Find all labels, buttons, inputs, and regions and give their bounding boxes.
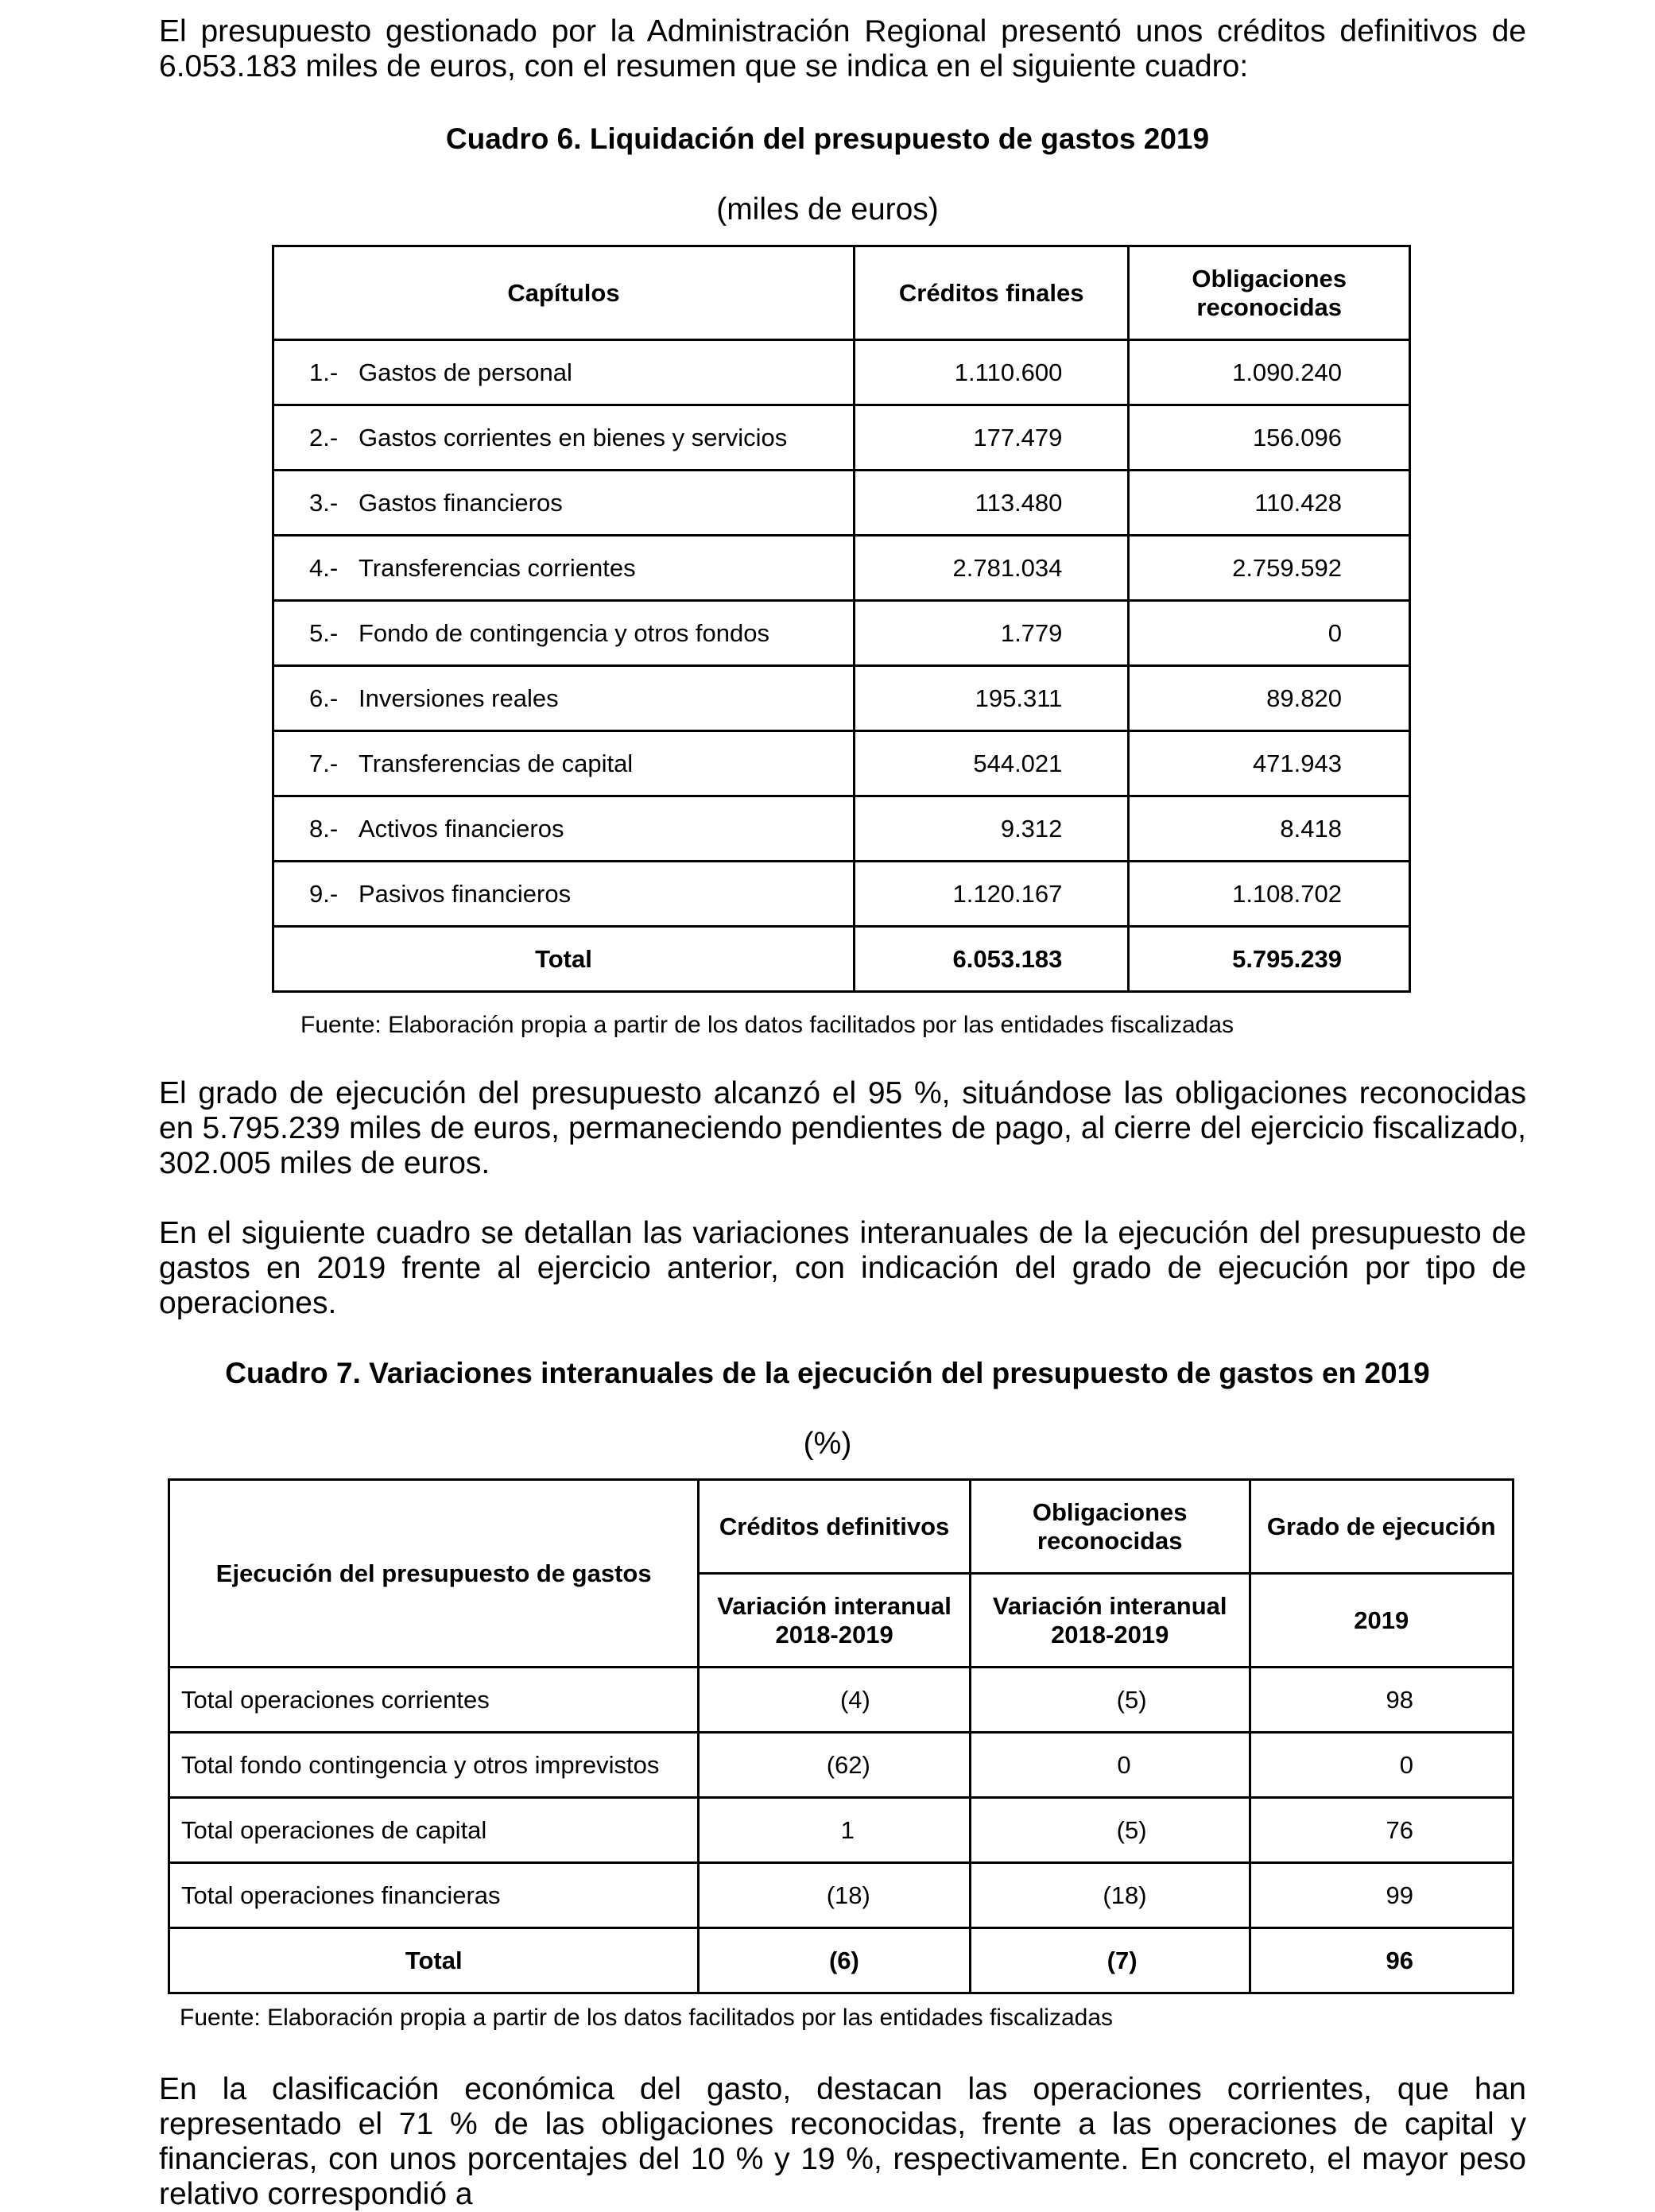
row-number: 9.- xyxy=(309,879,339,908)
table-row xyxy=(169,1798,1514,1863)
row-obligaciones: 2.759.592 xyxy=(1129,536,1410,601)
row-label xyxy=(273,796,855,862)
classification-paragraph: En la clasificación económica del gasto, destacan las operaciones corrientes, que han representado el 71 % de las obligaciones reconocidas, frente a las operaciones de capital y financieras, con unos porcentajes del 10 % y 19 %, respectivamente. En concreto, el mayor peso relativo correspondió a xyxy=(159,2072,1526,2211)
row-label: Total operaciones corrientes xyxy=(169,1668,699,1733)
table-row xyxy=(169,1668,1514,1733)
total-label: Total xyxy=(273,927,855,992)
total-obligaciones: 5.795.239 xyxy=(1129,927,1410,992)
row-label xyxy=(273,471,855,536)
variations-intro-paragraph: En el siguiente cuadro se detallan las variaciones interanuales de la ejecución del presupuesto de gastos en 2019 frente al ejercicio anterior, con indicación del grado de ejecución por tipo de operaciones. xyxy=(159,1216,1526,1320)
row-label: Total operaciones financieras xyxy=(169,1863,699,1928)
execution-paragraph: El grado de ejecución del presupuesto alcanzó el 95 %, situándose las obligaciones reconocidas en 5.795.239 miles de euros, permaneciendo pendientes de pago, al cierre del ejercicio fiscalizado, 302.005 miles de euros. xyxy=(159,1076,1526,1180)
header-year: 2019 xyxy=(1250,1574,1513,1668)
header-grado-ejecucion: Grado de ejecución xyxy=(1250,1480,1513,1574)
row-name: Gastos financieros xyxy=(359,488,563,517)
row-number: 4.- xyxy=(309,553,339,582)
table-row xyxy=(169,1733,1514,1798)
row-obligaciones: 1.108.702 xyxy=(1129,862,1410,927)
row-creditos: 1.120.167 xyxy=(854,862,1128,927)
row-obligaciones: 0 xyxy=(970,1733,1250,1798)
row-creditos: (62) xyxy=(699,1733,970,1798)
row-label xyxy=(273,340,855,405)
cuadro6-units: (miles de euros) xyxy=(716,192,939,227)
row-label xyxy=(273,601,855,666)
header-obligaciones: Obligaciones reconocidas xyxy=(970,1480,1250,1574)
table-row xyxy=(273,536,1410,601)
total-creditos: 6.053.183 xyxy=(854,927,1128,992)
row-name: Pasivos financieros xyxy=(359,879,572,908)
row-number: 5.- xyxy=(309,618,339,647)
header-obligaciones: Obligaciones reconocidas xyxy=(1129,246,1410,340)
table-header-row xyxy=(273,246,1410,340)
row-name: Transferencias corrientes xyxy=(359,553,636,582)
row-obligaciones: 0 xyxy=(1129,601,1410,666)
row-obligaciones: 89.820 xyxy=(1129,666,1410,731)
row-label xyxy=(273,405,855,471)
row-name: Fondo de contingencia y otros fondos xyxy=(359,618,770,647)
row-label xyxy=(273,666,855,731)
row-obligaciones: 156.096 xyxy=(1129,405,1410,471)
row-obligaciones: 110.428 xyxy=(1129,471,1410,536)
intro-paragraph: El presupuesto gestionado por la Administración Regional presentó unos créditos definitivos de 6.053.183 miles de euros, con el resumen que se indica en el siguiente cuadro: xyxy=(159,14,1526,83)
total-label: Total xyxy=(169,1928,699,1993)
row-grado: 76 xyxy=(1250,1798,1513,1863)
row-name: Activos financieros xyxy=(359,814,564,843)
cuadro6-title: Cuadro 6. Liquidación del presupuesto de gastos 2019 xyxy=(445,122,1210,155)
row-creditos: 1.779 xyxy=(854,601,1128,666)
table-header-row xyxy=(169,1480,1514,1574)
row-number: 7.- xyxy=(309,749,339,777)
row-obligaciones: (5) xyxy=(970,1798,1250,1863)
row-name: Gastos corrientes en bienes y servicios xyxy=(359,423,788,451)
row-creditos: 1.110.600 xyxy=(854,340,1128,405)
row-creditos: 2.781.034 xyxy=(854,536,1128,601)
cuadro6-source: Fuente: Elaboración propia a partir de los datos facilitados por las entidades fiscalizadas xyxy=(300,1012,1234,1038)
cuadro7-title: Cuadro 7. Variaciones interanuales de la ejecución del presupuesto de gastos en 2019 xyxy=(225,1357,1430,1389)
row-number: 1.- xyxy=(309,358,339,386)
row-creditos: 113.480 xyxy=(854,471,1128,536)
row-grado: 98 xyxy=(1250,1668,1513,1733)
row-name: Gastos de personal xyxy=(359,358,572,386)
row-number: 6.- xyxy=(309,684,339,712)
row-creditos: (4) xyxy=(699,1668,970,1733)
header-creditos-finales: Créditos finales xyxy=(854,246,1128,340)
row-label xyxy=(273,731,855,796)
table-row xyxy=(273,471,1410,536)
row-name: Inversiones reales xyxy=(359,684,559,712)
row-grado: 99 xyxy=(1250,1863,1513,1928)
table-row xyxy=(273,731,1410,796)
row-obligaciones: 8.418 xyxy=(1129,796,1410,862)
header-capitulos: Capítulos xyxy=(273,246,855,340)
table-row xyxy=(273,862,1410,927)
table-row xyxy=(273,340,1410,405)
row-label xyxy=(273,536,855,601)
header-variacion-obligaciones: Variación interanual 2018-2019 xyxy=(970,1574,1250,1668)
table-total-row xyxy=(169,1928,1514,1993)
cuadro7-source: Fuente: Elaboración propia a partir de los datos facilitados por las entidades fiscalizadas xyxy=(180,2005,1114,2031)
row-obligaciones: 471.943 xyxy=(1129,731,1410,796)
row-number: 3.- xyxy=(309,488,339,517)
row-label: Total fondo contingencia y otros imprevistos xyxy=(169,1733,699,1798)
row-creditos: 195.311 xyxy=(854,666,1128,731)
row-name: Transferencias de capital xyxy=(359,749,634,777)
row-creditos: 1 xyxy=(699,1798,970,1863)
table-row xyxy=(273,405,1410,471)
row-obligaciones: (5) xyxy=(970,1668,1250,1733)
row-obligaciones: 1.090.240 xyxy=(1129,340,1410,405)
table-row xyxy=(273,796,1410,862)
row-creditos: 544.021 xyxy=(854,731,1128,796)
header-ejecucion: Ejecución del presupuesto de gastos xyxy=(169,1480,699,1668)
cuadro7-table xyxy=(168,1478,1514,1994)
table-row xyxy=(273,666,1410,731)
row-label: Total operaciones de capital xyxy=(169,1798,699,1863)
row-number: 2.- xyxy=(309,423,339,451)
cuadro7-units: (%) xyxy=(803,1427,852,1461)
cuadro6-table xyxy=(272,245,1411,993)
table-total-row xyxy=(273,927,1410,992)
table-row xyxy=(273,601,1410,666)
row-creditos: 177.479 xyxy=(854,405,1128,471)
row-creditos: (18) xyxy=(699,1863,970,1928)
row-creditos: 9.312 xyxy=(854,796,1128,862)
header-creditos-definitivos: Créditos definitivos xyxy=(699,1480,970,1574)
total-obligaciones: (7) xyxy=(970,1928,1250,1993)
total-grado: 96 xyxy=(1250,1928,1513,1993)
header-variacion-creditos: Variación interanual 2018-2019 xyxy=(699,1574,970,1668)
row-number: 8.- xyxy=(309,814,339,843)
total-creditos: (6) xyxy=(699,1928,970,1993)
row-obligaciones: (18) xyxy=(970,1863,1250,1928)
row-grado: 0 xyxy=(1250,1733,1513,1798)
row-label xyxy=(273,862,855,927)
table-row xyxy=(169,1863,1514,1928)
